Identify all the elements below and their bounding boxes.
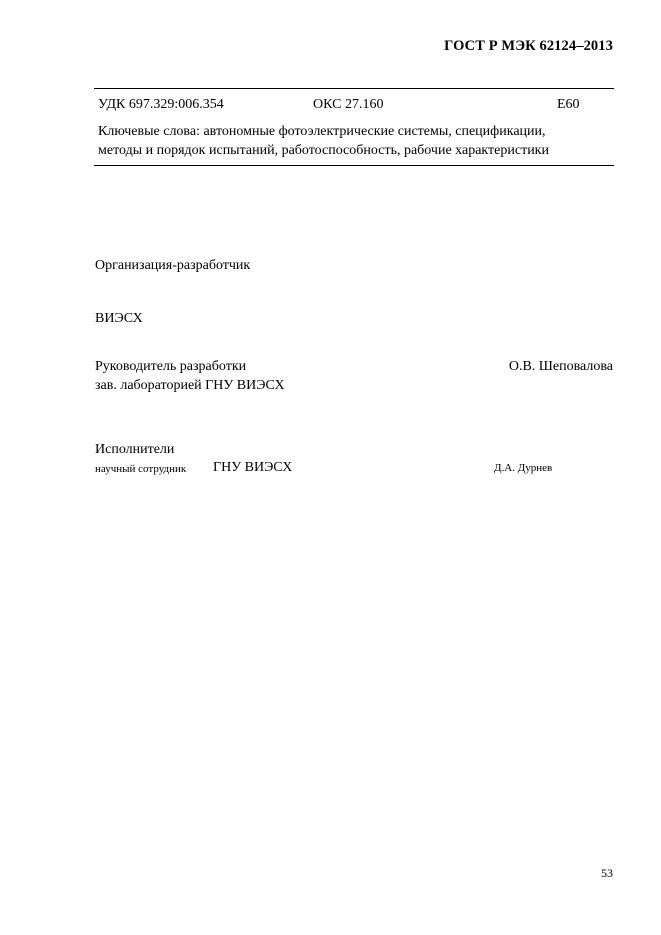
bottom-divider <box>94 165 614 166</box>
executor-organization: ГНУ ВИЭСХ <box>213 460 293 475</box>
keywords-line-2: методы и порядок испытаний, работоспособность, рабочие характеристики <box>98 143 549 158</box>
keywords-line-1: Ключевые слова: автономные фотоэлектрические системы, спецификации, <box>98 124 546 139</box>
developer-organization: ВИЭСХ <box>95 311 143 326</box>
lead-role: Руководитель разработки <box>95 359 247 374</box>
keywords-block <box>98 122 608 160</box>
standard-title: ГОСТ Р МЭК 62124–2013 <box>444 38 613 54</box>
classification-code: Е60 <box>557 97 580 112</box>
executor-position: научный сотрудник <box>95 463 187 475</box>
page-number: 53 <box>601 866 613 880</box>
top-divider <box>94 88 614 89</box>
developer-label: Организация-разработчик <box>95 258 251 273</box>
oks-code: ОКС 27.160 <box>313 97 384 112</box>
udk-code: УДК 697.329:006.354 <box>98 97 224 112</box>
lead-position: зав. лабораторией ГНУ ВИЭСХ <box>95 378 285 393</box>
executors-label: Исполнители <box>95 442 175 457</box>
lead-name: О.В. Шеповалова <box>508 359 613 374</box>
executor-name: Д.А. Дурнев <box>494 462 553 474</box>
